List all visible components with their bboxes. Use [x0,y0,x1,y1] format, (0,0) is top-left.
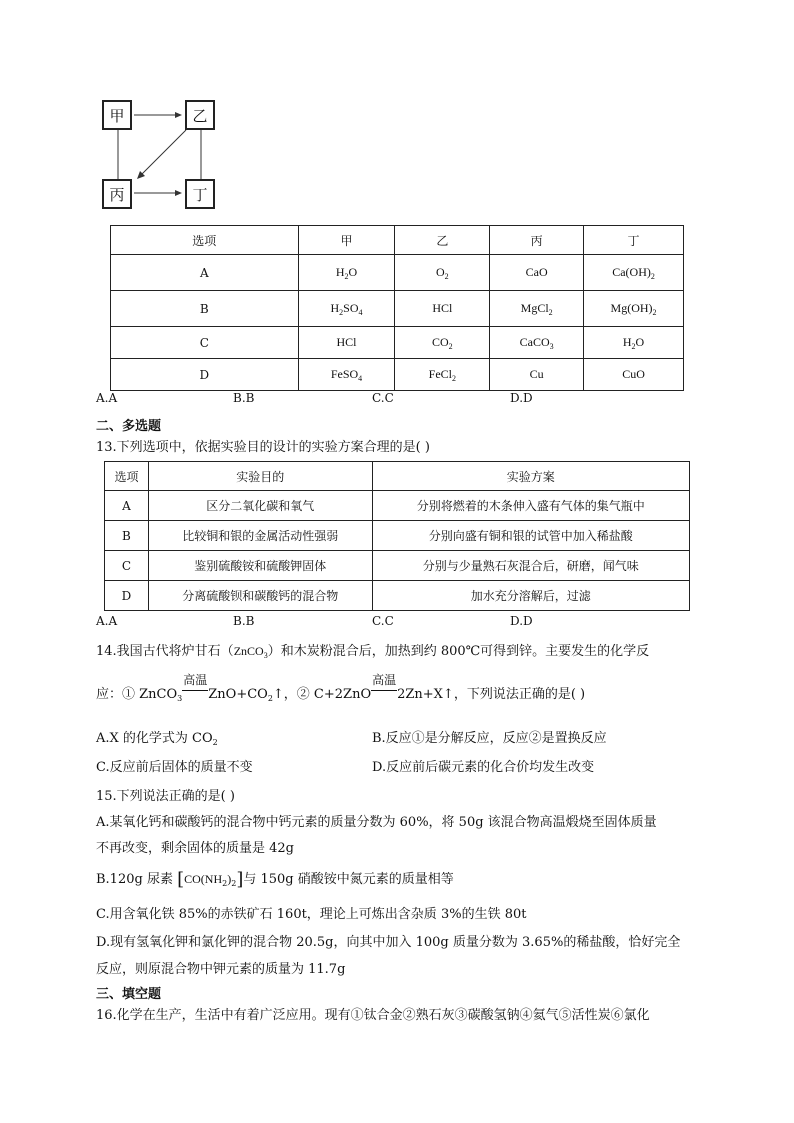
table-cell: $H_2O$ [584,327,684,359]
option-text: A.X 的化学式为 CO [96,731,213,746]
q13-header-cell: 实验目的 [148,462,372,491]
table-row [111,291,684,327]
table-cell: 分别向盛有铜和银的试管中加入稀盐酸 [372,521,689,551]
q14-text: 应：① ZnCO [96,687,178,702]
table-cell: $O_2$ [395,255,490,291]
q12-header-cell: 甲 [298,226,395,255]
table-cell: A [105,491,149,521]
node-bing: 丙 [102,179,132,209]
section-heading-fill: 三、填空题 [96,987,162,1002]
node-ding: 丁 [185,179,215,209]
table-cell: D [111,359,299,391]
table-cell: CaO [490,255,584,291]
table-cell: CaCO$_3$ [490,327,584,359]
q15-stem: 15.下列说法正确的是( ) [96,789,235,804]
table-row [111,359,684,391]
q15-option-c[interactable]: C.用含氧化铁 85%的赤铁矿石 160t，理论上可炼出含杂质 3%的生铁 80t [96,907,527,922]
table-row [105,551,690,581]
table-cell: 区分二氧化碳和氧气 [148,491,372,521]
q12-header-cell: 乙 [395,226,490,255]
option-text: 与 150g 硝酸铵中氮元素的质量相等 [243,872,454,887]
table-row [105,521,690,551]
table-cell: HCl [395,291,490,327]
table-cell: 鉴别硫酸铵和硫酸钾固体 [148,551,372,581]
q15-option-a-line1[interactable]: A.某氧化钙和碳酸钙的混合物中钙元素的质量分数为 60%，将 50g 该混合物高温煅烧至固体质量 [96,815,657,830]
table-cell: $Ca(OH)_2$ [584,255,684,291]
table-cell: 加水充分溶解后，过滤 [372,581,689,611]
q13-table [104,461,690,611]
option-b[interactable]: B.B [233,614,255,628]
table-cell: A [111,255,299,291]
reaction-condition [182,673,208,702]
table-cell: CuO [584,359,684,391]
table-cell: MgCl$_2$ [490,291,584,327]
q14-stem-line2: 应：① ZnCO$_3$ 高温 $ZnO+CO_2↑$，② C+2ZnO 高温 2Zn+X↑，下列说法正确的是( ) [96,673,586,703]
table-cell: B [105,521,149,551]
option-c[interactable]: C.C [372,391,394,405]
q14-option-c[interactable]: C.反应前后固体的质量不变 [96,760,253,775]
reaction-condition [371,673,397,702]
table-cell: 比较铜和银的金属活动性强弱 [148,521,372,551]
condition-text: 高温 [372,673,397,687]
q14-text: 14.我国古代将炉甘石（ [96,644,234,659]
table-cell: $CO_2$ [395,327,490,359]
table-cell: 分别与少量熟石灰混合后，研磨，闻气味 [372,551,689,581]
condition-text: 高温 [183,673,208,687]
option-a[interactable]: A.A [96,614,118,628]
table-cell: 分别将燃着的木条伸入盛有气体的集气瓶中 [372,491,689,521]
q14-formula: ZnCO$_3$ [233,644,268,660]
table-row [111,255,684,291]
option-a[interactable]: A.A [96,391,118,405]
table-cell: 分离硫酸钡和碳酸钙的混合物 [148,581,372,611]
section-heading-multi: 二、多选题 [96,419,162,434]
table-row [105,581,690,611]
q13-header-cell: 选项 [105,462,149,491]
q14-text: ↑，② C+2ZnO [272,687,372,702]
table-cell: FeSO$_4$ [298,359,395,391]
q14-text: ）和木炭粉混合后，加热到约 800℃可得到锌。主要发生的化学反 [267,644,650,659]
table-cell: D [105,581,149,611]
q15-option-d-line2: 反应，则原混合物中钾元素的质量为 11.7g [96,962,346,977]
option-c[interactable]: C.C [372,614,394,628]
node-jia: 甲 [102,100,132,130]
q14-stem-line1 [96,640,649,660]
q14-option-d[interactable]: D.反应前后碳元素的化合价均发生改变 [372,760,595,775]
reaction-diagram [96,96,226,218]
table-cell: HCl [298,327,395,359]
q12-header-cell: 丁 [584,226,684,255]
q12-header-cell: 丙 [490,226,584,255]
q14-option-a[interactable]: A.X 的化学式为 $CO_2$ [96,731,218,747]
q12-header-row [111,226,684,255]
formula-text: CO(NH [184,872,223,886]
q14-option-b[interactable]: B.反应①是分解反应，反应②是置换反应 [372,731,607,746]
q13-stem: 13.下列选项中，依据实验目的设计的实验方案合理的是( ) [96,440,430,455]
node-yi: 乙 [185,100,215,130]
table-cell: C [105,551,149,581]
table-cell: $Mg(OH)_2$ [584,291,684,327]
table-cell: FeCl$_2$ [395,359,490,391]
q15-option-a-line2: 不再改变，剩余固体的质量是 42g [96,841,294,856]
table-cell: $H_2O$ [298,255,395,291]
option-text: B.120g 尿素 [96,872,173,887]
q12-table [110,225,684,391]
q12-header-cell: 选项 [111,226,299,255]
table-cell: B [111,291,299,327]
q14-text: 2Zn+X↑，下列说法正确的是( ) [397,687,586,702]
option-d[interactable]: D.D [510,391,533,405]
table-cell: Cu [490,359,584,391]
table-row [111,327,684,359]
table-cell: $H_2SO_4$ [298,291,395,327]
q13-header-cell: 实验方案 [372,462,689,491]
q15-option-b[interactable]: B.120g 尿素 $[CO(NH_2)_2]$与 150g 硝酸铵中氮元素的质量相等 [96,869,454,890]
formula-text: ZnCO [233,644,264,658]
q16-stem: 16.化学在生产，生活中有着广泛应用。现有①钛合金②熟石灰③碳酸氢钠④氦气⑤活性炭⑥氯化 [96,1008,650,1023]
q14-text: ZnO+CO [208,687,268,702]
option-b[interactable]: B.B [233,391,255,405]
option-d[interactable]: D.D [510,614,533,628]
table-row [105,491,690,521]
q13-header-row [105,462,690,491]
q15-option-d-line1[interactable]: D.现有氢氧化钾和氯化钾的混合物 20.5g，向其中加入 100g 质量分数为 3.65%的稀盐酸，恰好完全 [96,935,681,950]
table-cell: C [111,327,299,359]
